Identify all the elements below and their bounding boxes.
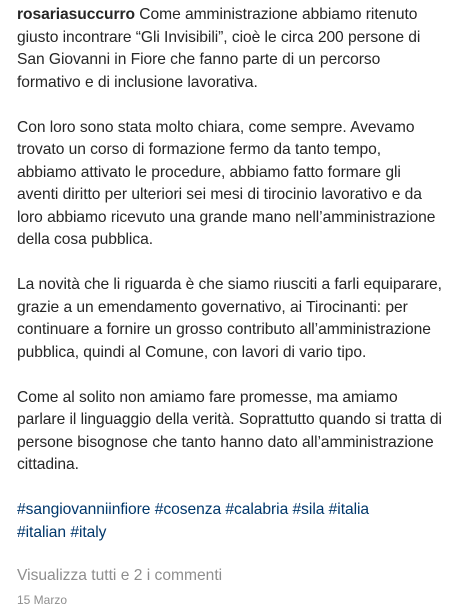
caption-paragraph-2: Con loro sono stata molto chiara, come sempre. Avevamo trovato un corso di formazione fermo da tanto tempo, abbiamo attivato le procedure, abbiamo fatto formare gli aventi diritto per ulteriori sei mesi di tirocinio lavorativo e da loro abbiamo ricevuto una grande mano nell’amministrazione della cosa pubblica.: [17, 118, 436, 248]
hashtag-link[interactable]: #sangiovanniinfiore: [17, 501, 151, 518]
hashtag-link[interactable]: #italian: [17, 523, 67, 541]
view-all-comments-link[interactable]: Visualizza tutti e 2 i commenti: [17, 567, 223, 584]
hashtag-list: [17, 499, 443, 544]
username-link[interactable]: rosariasuccurro: [17, 6, 135, 23]
caption-paragraph-1: [17, 4, 443, 94]
caption-paragraph-3: La novità che li riguarda è che siamo riusciti a farli equiparare, grazie a un emendamento governativo, ai Tirocinanti: per continuare a fornire un grosso contributo all’amministrazione pubblica, quindi al Comune, con lavori di vario tipo.: [17, 276, 442, 361]
hashtag-link[interactable]: #sila: [292, 501, 325, 518]
hashtag-link[interactable]: #calabria: [225, 501, 289, 518]
hashtag-link[interactable]: #cosenza: [154, 501, 222, 518]
hashtag-link[interactable]: #italy: [70, 523, 107, 541]
post-date: 15 Marzo: [17, 593, 68, 607]
hashtag-link[interactable]: #italia: [328, 501, 370, 518]
post-caption: [17, 4, 443, 544]
caption-paragraph-4: Come al solito non amiamo fare promesse, ma amiamo parlare il linguaggio della verità. Soprattutto quando si tratta di persone bisognose che tanto hanno dato all’amministrazione cittadina.: [17, 388, 442, 473]
caption-paragraph-text: Come amministrazione abbiamo ritenuto giusto incontrare “Gli Invisibili”, cioè le circa 200 persone di San Giovanni in Fiore che fanno parte di un percorso formativo e di inclusione lavorativa.: [17, 6, 421, 91]
